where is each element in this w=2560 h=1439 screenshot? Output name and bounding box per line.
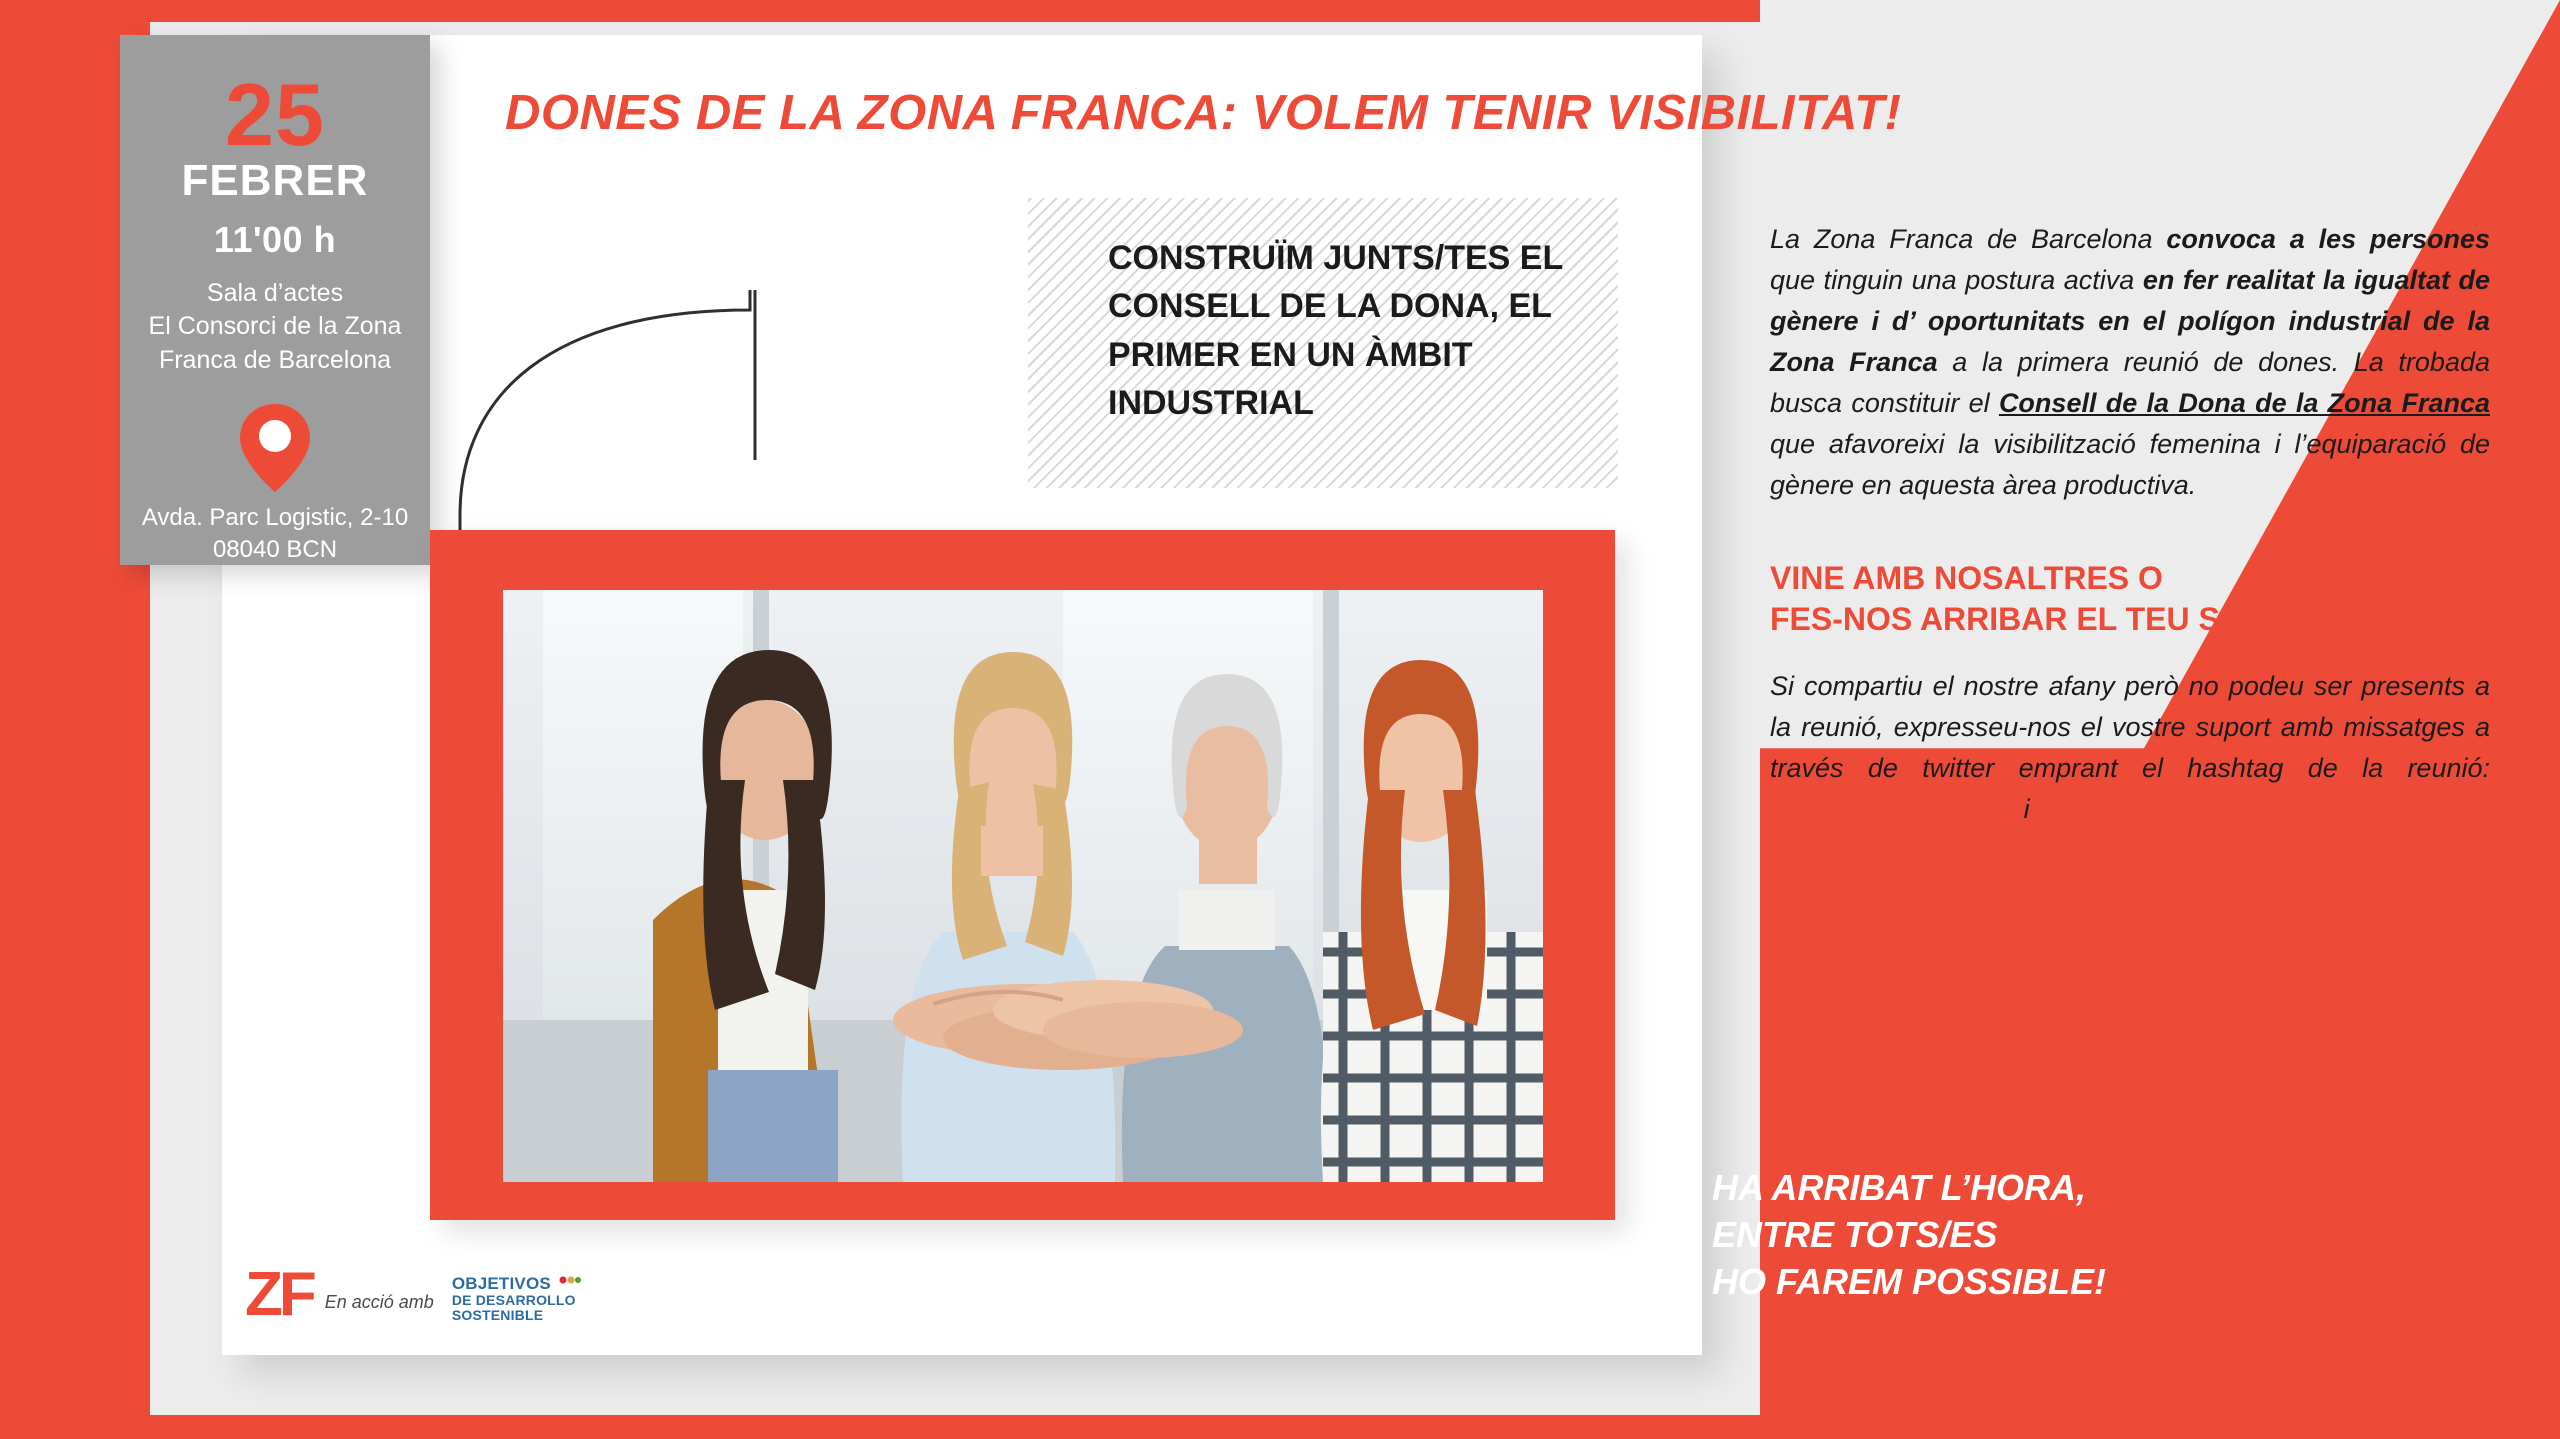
paragraph-part-4: a la primera reunió de dones. La trobada busca constituir el <box>1770 347 2490 419</box>
paragraph-part-2: que tinguin una postura activa <box>1770 265 2143 296</box>
photo-women-hands <box>503 590 1543 1182</box>
venue-line-3: Franca de Barcelona <box>158 346 392 375</box>
event-address <box>120 502 430 567</box>
event-venue <box>120 277 430 378</box>
support-paragraph <box>1770 666 2490 830</box>
address-line-1: Avda. Parc Logistic, 2-10 <box>141 503 409 531</box>
zf-logo: ZF <box>245 1260 313 1329</box>
hashtag-ods5zonafranca[interactable]: #ODS5ZonaFranca <box>2037 794 2279 825</box>
closing-slogan <box>1712 1165 2532 1305</box>
poster-headline: DONES DE LA ZONA FRANCA: VOLEM TENIR VISIBILITAT! <box>505 86 1902 140</box>
map-pin-wrap <box>120 400 430 496</box>
support-text: Si compartiu el nostre afany però no podeu ser presents a la reunió, expresseu-nos el vostre suport amb missatges a través de twitter emprant el hashtag de la reunió: <box>1770 671 2490 784</box>
right-text-column <box>1770 192 2490 857</box>
event-month: FEBRER <box>181 155 369 205</box>
closing-line-3: HO FAREM POSSIBLE! <box>1712 1260 2107 1302</box>
paragraph-part-0: La Zona Franca de Barcelona <box>1770 224 2167 254</box>
cta-line-1: VINE AMB NOSALTRES O <box>1770 560 2163 597</box>
paragraph-part-3: en fer realitat la igualtat de gènere i d’ oportunitats en el polígon industrial de la Zona Franca <box>1770 265 2490 378</box>
call-to-action <box>1770 558 2490 640</box>
photo-frame <box>430 530 1615 1220</box>
ods-line-1-text: OBJETIVOS <box>451 1273 551 1293</box>
ods-line-3: SOSTENIBLE <box>451 1307 544 1324</box>
claim-box <box>1028 198 1618 488</box>
address-line-2: 08040 BCN <box>212 536 338 564</box>
main-paragraph <box>1770 219 2490 506</box>
closing-line-2: ENTRE TOTS/ES <box>1712 1213 1998 1255</box>
hashtag-join: i <box>2016 794 2038 825</box>
ods-line-2: DE DESARROLLO <box>451 1292 576 1309</box>
map-pin-icon <box>232 400 318 496</box>
paragraph-part-5: Consell de la Dona de la Zona Franca <box>1998 388 2490 419</box>
background-red-bottom-strip <box>0 1415 1760 1439</box>
closing-line-1: HA ARRIBAT L’HORA, <box>1712 1167 2086 1208</box>
background-red-top-strip <box>0 0 1760 22</box>
event-date-box <box>120 35 430 565</box>
hashtag-jotambesocfranca[interactable]: #jotambesocfranca <box>1770 794 2017 825</box>
footer-logos <box>245 1255 665 1335</box>
event-time: 11'00 h <box>213 218 337 260</box>
footer-tagline: En acció amb <box>324 1291 434 1312</box>
ods-logo <box>452 1275 581 1324</box>
event-day: 25 <box>225 65 325 164</box>
cta-line-2: FES-NOS ARRIBAR EL TEU SUPORT!! <box>1770 601 2354 638</box>
paragraph-part-1: convoca a les persones <box>2166 224 2490 254</box>
venue-line-1: Sala d’actes <box>206 278 344 307</box>
ods-line-1 <box>452 1275 581 1293</box>
claim-text: CONSTRUÏM JUNTS/TES EL CONSELL DE LA DONA, EL PRIMER EN UN ÀMBIT INDUSTRIAL <box>1108 239 1563 422</box>
paragraph-part-6: que afavoreixi la visibilització femenina i l’equiparació de gènere en aquesta àrea productiva. <box>1770 429 2490 501</box>
venue-line-2: El Consorci de la Zona <box>148 312 402 341</box>
ods-color-dots-icon <box>559 1275 581 1289</box>
